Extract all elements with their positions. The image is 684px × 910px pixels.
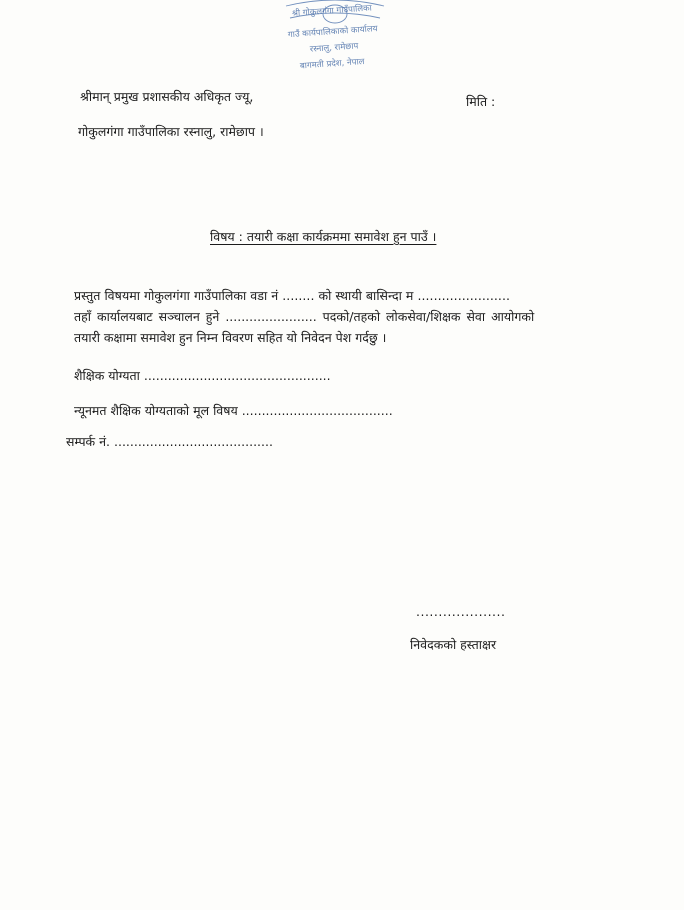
date-label: मिति : — [466, 94, 496, 109]
office-address: गोकुलगंगा गाउँपालिका रस्नालु, रामेछाप । — [78, 124, 264, 139]
subject-heading: विषय : तयारी कक्षा कार्यक्रममा समावेश हुन पाउँ । — [210, 229, 437, 244]
paragraph-line-3: तयारी कक्षामा समावेश हुन निम्न विवरण सहित यो निवेदन पेश गर्दछु । — [74, 330, 387, 345]
svg-text:गाउँ कार्यपालिकाको कार्यालय: गाउँ कार्यपालिकाको कार्यालय — [287, 24, 378, 41]
signature-line: .................... — [416, 604, 506, 619]
addressee-line: श्रीमान् प्रमुख प्रशासकीय अधिकृत ज्यू, — [80, 89, 254, 104]
contact-number-field: सम्पर्क नं. ........................................ — [66, 434, 273, 449]
qualification-field: शैक्षिक योग्यता ............................................... — [74, 368, 331, 383]
svg-text:बागमती प्रदेश, नेपाल: बागमती प्रदेश, नेपाल — [299, 56, 365, 72]
application-paragraph — [74, 285, 630, 348]
paragraph-line-1: प्रस्तुत विषयमा गोकुलगंगा गाउँपालिका वडा नं ........ को स्थायी बासिन्दा म ....................... — [74, 288, 511, 303]
svg-text:श्री गोकुलगंगा गाउँपालिका: श्री गोकुलगंगा गाउँपालिका — [291, 3, 373, 19]
major-subject-field: न्यूनमत शैक्षिक योग्यताको मूल विषय ...................................... — [74, 403, 393, 418]
signature-label: निवेदकको हस्ताक्षर — [410, 637, 497, 652]
office-seal-stamp — [276, 0, 394, 76]
paragraph-line-2: तहाँ कार्यालयबाट सञ्चालन हुने ....................... पदको/तहको लोकसेवा/शिक्षक सेवा आयोगको — [74, 309, 535, 324]
svg-text:रस्नालु, रामेछाप: रस्नालु, रामेछाप — [309, 41, 359, 55]
